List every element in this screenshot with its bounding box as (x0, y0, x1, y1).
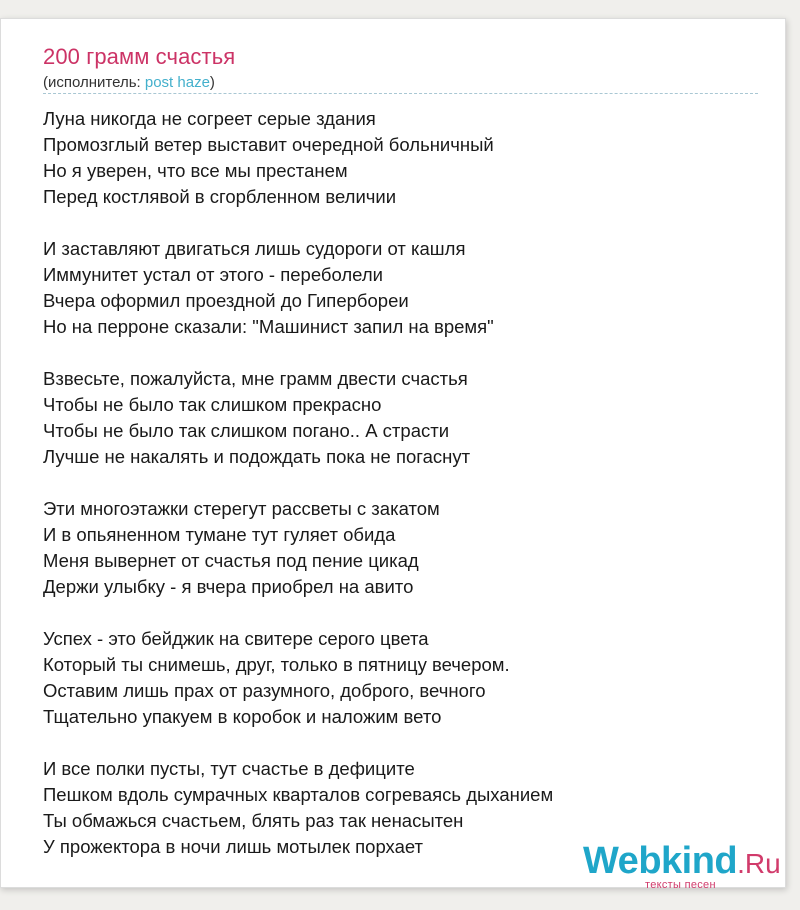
lyrics-body (43, 106, 743, 860)
lyric-line: Промозглый ветер выставит очередной больничный (43, 134, 494, 155)
lyric-line: Чтобы не было так слишком прекрасно (43, 394, 382, 415)
stanza-4 (43, 496, 743, 600)
lyric-line: Вчера оформил проездной до Гипербореи (43, 290, 409, 311)
lyric-line: И заставляют двигаться лишь судороги от кашля (43, 238, 466, 259)
lyric-line: Пешком вдоль сумрачных кварталов согреваясь дыханием (43, 784, 554, 805)
stanza-2 (43, 236, 743, 340)
webkind-logo[interactable] (583, 839, 783, 905)
lyric-line: Держи улыбку - я вчера приобрел на авито (43, 576, 414, 597)
lyric-line: И все полки пусты, тут счастье в дефиците (43, 758, 415, 779)
logo-main-text: Webkind (583, 840, 738, 882)
lyric-line: Но я уверен, что все мы престанем (43, 160, 348, 181)
logo-tagline: тексты песен (645, 879, 716, 891)
lyrics-card (0, 18, 786, 891)
stanza-5 (43, 626, 743, 730)
song-title: 200 грамм счастья (43, 44, 236, 69)
lyric-line: Оставим лишь прах от разумного, доброго, вечного (43, 680, 486, 701)
lyric-line: Меня вывернет от счастья под пение цикад (43, 550, 419, 571)
lyric-line: Взвесьте, пожалуйста, мне грамм двести счастья (43, 368, 468, 389)
artist-link[interactable]: post haze (144, 74, 210, 91)
lyric-line: Но на перроне сказали: "Машинист запил на время" (43, 316, 494, 337)
lyric-line: Чтобы не было так слишком погано.. А страсти (43, 420, 450, 441)
artist-line (43, 74, 215, 91)
lyric-line: Который ты снимешь, друг, только в пятницу вечером. (43, 654, 510, 675)
lyric-line: И в опьяненном тумане тут гуляет обида (43, 524, 396, 545)
lyric-line: Тщательно упакуем в коробок и наложим вето (43, 706, 442, 727)
lyric-line: Луна никогда не согреет серые здания (43, 108, 376, 129)
lyric-line: Иммунитет устал от этого - переболели (43, 264, 383, 285)
lyric-line: У прожектора в ночи лишь мотылек порхает (43, 836, 423, 857)
lyric-line: Перед костлявой в сгорбленном величии (43, 186, 397, 207)
artist-suffix: ) (209, 74, 215, 91)
lyric-line: Лучше не накалять и подождать пока не погаснут (43, 446, 471, 467)
artist-prefix: (исполнитель: (43, 74, 145, 91)
lyric-line: Эти многоэтажки стерегут рассветы с закатом (43, 498, 440, 519)
dashed-divider (43, 93, 758, 94)
logo-domain-suffix: .Ru (737, 848, 781, 879)
stanza-3 (43, 366, 743, 470)
stanza-1 (43, 106, 743, 210)
lyric-line: Успех - это бейджик на свитере серого цвета (43, 628, 429, 649)
lyric-line: Ты обмажься счастьем, блять раз так ненасытен (43, 810, 464, 831)
